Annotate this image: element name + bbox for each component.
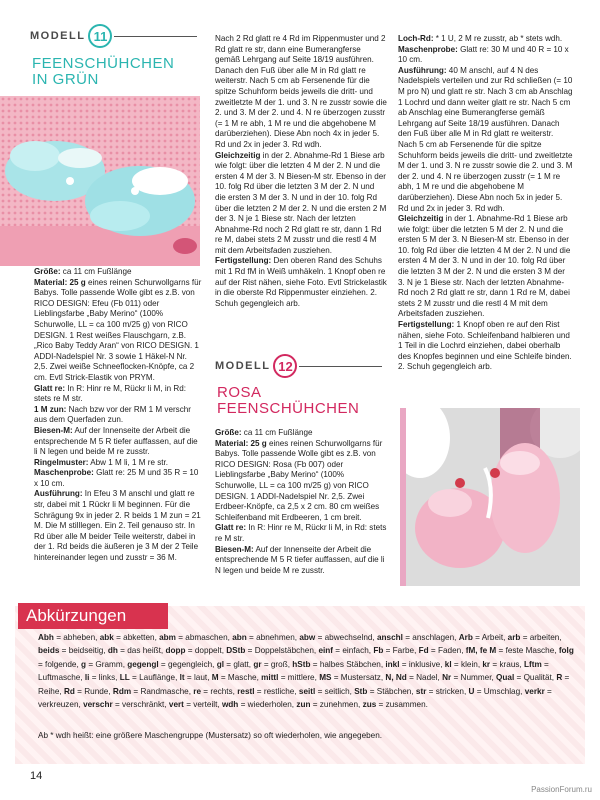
abbreviation-term: U	[468, 686, 475, 696]
abbreviation-term: einf	[318, 646, 334, 656]
abbreviations-list	[38, 631, 578, 711]
paragraph-label: Ringelmuster:	[34, 457, 89, 467]
abbreviation-term: wdh	[221, 700, 239, 710]
instruction-paragraph	[398, 362, 573, 373]
abbreviation-entry: restl = restliche,	[237, 686, 299, 696]
abbreviation-entry: li = links,	[84, 673, 120, 683]
abbreviation-entry: kr = kraus,	[482, 659, 525, 669]
abbreviation-term: g	[81, 659, 87, 669]
abbreviation-entry: Nr = Nummer,	[442, 673, 497, 683]
abbreviation-term: str	[415, 686, 427, 696]
abbreviation-entry: MS = Mustersatz,	[319, 673, 386, 683]
abbreviation-meaning: = links	[89, 673, 116, 683]
abbreviation-meaning: = verschränkt	[112, 700, 165, 710]
abbreviation-term: inkl	[385, 659, 400, 669]
abbreviation-term: verschr	[83, 700, 113, 710]
instruction-paragraph	[215, 523, 387, 544]
abbreviation-meaning: = Randmasche	[131, 686, 189, 696]
abbreviation-meaning: = klein	[451, 659, 478, 669]
title-line: FEENSCHÜHCHEN	[217, 400, 360, 417]
abbreviation-term: folg	[558, 646, 574, 656]
paragraph-text: In Efeu 3 M anschl und glatt re str, dabei mit 1 Rückr li M beginnen. Für die Schrägung 9x in jeder 2. R beids 1 M zun = 21 M. Die M stilllegen. Ein 2. Teil genauso str. In Rd über alle M beider Teile weiterstr, dabei in der 1. Rd beids die äußeren je 3 M der 2 Teile hintereinander legen und zusstr = 36 M.	[34, 489, 201, 563]
paragraph-label: Maschenprobe:	[398, 44, 458, 54]
abbreviation-term: li	[84, 673, 90, 683]
paragraph-label: Ausführung:	[398, 65, 447, 75]
abbreviation-entry: re = rechts,	[193, 686, 238, 696]
abbreviation-meaning: = anschlagen	[402, 633, 455, 642]
abbreviation-term: verkr	[524, 686, 545, 696]
abbreviation-term: fM, fe M	[465, 646, 497, 656]
abbreviation-meaning: = laut	[184, 673, 208, 683]
abbreviations-title: Abkürzungen	[18, 603, 168, 629]
watermark: PassionForum.ru	[531, 785, 592, 794]
abbreviation-meaning: = Mustersatz	[331, 673, 381, 683]
paragraph-text: in der 1. Abnahme-Rd 1 Biese arb wie folgt: über die letzten 5 M der 2. N und die ersten 5 M der 3. N Biesen-M str. Ebenso in der 10. folg Rd über die letzten 4 M der 2. N und die ersten 4 M der 3. N und in der 10. folg Rd über die letzten 3 M der 2. N und die ersten 3 M der 3. N je 1 Biese str. Nach der letzten Abnahme-Rd noch 2 Rd glatt re str, dann 1 Rd re M, dabei stets 2 M zusstr und die restl 4 M mit dem Arbeitsfaden zusziehen.	[398, 214, 571, 319]
abbreviation-term: lt	[179, 673, 185, 683]
abbreviation-meaning: = Nadel	[406, 673, 438, 683]
abbreviation-meaning: = doppelt	[185, 646, 222, 656]
paragraph-text: eines reinen Schurwollgarns für Babys. Tolle passende Wolle gibt es z.B. von RICO DESIGN: Efeu (Fb 011) oder Lieblingsfarbe „Baby Merino“ (100% Schurwolle, LL = ca 100 m/25 g) von RICO DESIGN. 1 Rest weißes Flauschgarn, z.B. „Rico Baby Teddy Aran“ von RICO DESIGN. 1 ADDI-Nadelspiel Nr. 3 sowie 1 Häkel-N Nr. 2,5. Zwei weiße Schneeflocken-Knöpfe, ca 2 cm. Evtl Strick-Elastik von PRYM.	[34, 277, 202, 382]
abbreviation-entry: Fd = Faden,	[418, 646, 466, 656]
paragraph-label: Glatt re:	[215, 523, 247, 533]
abbreviation-term: gegengl	[127, 659, 159, 669]
abbreviation-term: R	[556, 673, 563, 683]
paragraph-label: Biesen-M:	[34, 425, 73, 435]
instruction-paragraph	[34, 426, 202, 458]
modell-number-badge: 11	[88, 24, 112, 48]
abbreviation-meaning: = Lauflänge	[129, 673, 176, 683]
modell-number-badge: 12	[273, 354, 297, 378]
abbreviation-term: abk	[99, 633, 114, 642]
abbreviation-meaning: = Masche	[218, 673, 257, 683]
abbreviation-entry: gegengl = gegengleich,	[127, 659, 217, 669]
abbreviation-term: Fd	[418, 646, 429, 656]
abbreviation-term: dh	[107, 646, 118, 656]
abbreviation-entry: folg = folgende,	[38, 646, 574, 669]
abbreviation-entry: abn = abnehmen,	[232, 633, 300, 642]
abbreviation-entry: zus = zusammen.	[362, 700, 428, 710]
paragraph-text: ca 11 cm Fußlänge	[60, 267, 132, 276]
instruction-paragraph	[34, 489, 202, 563]
abbreviation-entry: gr = groß,	[253, 659, 293, 669]
abbreviation-meaning: = inklusive	[399, 659, 441, 669]
abbreviation-entry: gl = glatt,	[216, 659, 254, 669]
abbreviation-meaning: = arbeiten	[520, 633, 560, 642]
abbreviation-meaning: = einfach	[333, 646, 369, 656]
snowflake-icon	[131, 187, 139, 195]
abbreviation-meaning: = groß	[261, 659, 288, 669]
abbreviation-term: Stb	[354, 686, 368, 696]
abbreviation-term: Fb	[373, 646, 384, 656]
abbreviation-term: beids	[38, 646, 60, 656]
abbreviation-entry: arb = arbeiten,	[507, 633, 562, 642]
page-number: 14	[30, 770, 43, 782]
abbreviation-term: mittl	[261, 673, 279, 683]
abbreviation-term: Lftm	[524, 659, 542, 669]
abbreviation-meaning: = halbes Stäbchen	[310, 659, 381, 669]
instruction-paragraph	[215, 34, 387, 151]
abbreviation-meaning: = wiederholen	[238, 700, 292, 710]
instruction-paragraph	[215, 545, 387, 577]
abbreviation-meaning: = abmaschen	[175, 633, 228, 642]
abbreviation-meaning: = Faden	[428, 646, 462, 656]
modell-12-instructions-continued	[398, 34, 573, 373]
abbreviation-entry: Rd = Runde,	[63, 686, 113, 696]
paragraph-label: Maschenprobe:	[34, 468, 94, 478]
instruction-paragraph	[398, 45, 573, 66]
modell-11-title	[32, 56, 174, 88]
abbreviation-meaning: = rechts	[201, 686, 233, 696]
abbreviation-entry: verschr = verschränkt,	[83, 700, 169, 710]
abbreviation-term: dopp	[165, 646, 186, 656]
abbreviation-entry: vert = verteilt,	[168, 700, 222, 710]
abbreviation-entry: mittl = mittlere,	[261, 673, 320, 683]
abbreviation-meaning: = verkreuzen	[38, 686, 552, 710]
paragraph-text: In R: Hinr re M, Rückr li M, in Rd: stets re M str.	[34, 383, 187, 404]
abbreviation-meaning: = Doppelstäbchen	[245, 646, 314, 656]
title-line: ROSA	[217, 384, 262, 401]
abbreviation-entry: U = Umschlag,	[468, 686, 525, 696]
paragraph-text: Auf der Innenseite der Arbeit die entsprechende M 5 R tiefer auffassen, auf die li N legen und beide M re zusstr.	[215, 544, 385, 575]
abbreviation-entry: Rdm = Randmasche,	[112, 686, 194, 696]
abbreviation-meaning: = Stäbchen	[367, 686, 412, 696]
abbreviation-entry: abm = abmaschen,	[159, 633, 233, 642]
paragraph-label: Fertigstellung:	[215, 256, 272, 266]
abbreviation-entry: anschl = anschlagen,	[376, 633, 459, 642]
title-line: FEENSCHÜHCHEN	[32, 55, 175, 72]
abbreviation-term: kl	[444, 659, 452, 669]
abbreviation-meaning: = Arbeit	[472, 633, 504, 642]
modell-12-header	[215, 354, 382, 378]
abbreviation-meaning: = zusammen	[376, 700, 426, 710]
abbreviation-entry: inkl = inklusive,	[385, 659, 445, 669]
abbreviation-meaning: = das heißt	[117, 646, 161, 656]
paragraph-label: Größe:	[215, 428, 242, 437]
paragraph-text: 1 Knopf oben re auf den Rist nähen, siehe Foto. Schleifenband halbieren und 1 Teil in die Lochrd einziehen, dabei oberhalb des Knopfes beginnen und eine Schleife binden.	[398, 320, 572, 361]
abbreviation-term: gr	[253, 659, 262, 669]
abbreviation-term: seitl	[298, 686, 316, 696]
abbreviation-entry: beids = beidseitig,	[38, 646, 108, 656]
abbreviation-meaning: = beidseitig	[59, 646, 104, 656]
modell-12-instructions	[215, 428, 387, 576]
abbreviation-term: LL	[119, 673, 130, 683]
abbreviation-entry: R = Reihe,	[38, 673, 570, 696]
abbreviation-entry: Stb = Stäbchen,	[354, 686, 416, 696]
instruction-paragraph	[398, 66, 573, 214]
abbreviation-entry: LL = Lauflänge,	[119, 673, 180, 683]
paragraph-text: In R: Hinr re M, Rückr li M, in Rd: stets re M str.	[215, 523, 387, 543]
paragraph-label: Material: 25 g	[34, 277, 86, 287]
instruction-paragraph	[398, 214, 573, 320]
paragraph-label: Ausführung:	[34, 489, 83, 499]
abbreviation-entry: wdh = wiederholen,	[221, 700, 297, 710]
abbreviation-term: Rd	[63, 686, 75, 696]
abbreviation-meaning: = verteilt	[183, 700, 218, 710]
abbreviation-term: zus	[362, 700, 377, 710]
abbreviation-term: gl	[216, 659, 224, 669]
abbreviation-term: arb	[507, 633, 521, 642]
abbreviation-term: DStb	[226, 646, 246, 656]
abbreviation-meaning: = stricken	[426, 686, 464, 696]
abbreviation-entry: N, Nd = Nadel,	[385, 673, 443, 683]
abbreviation-term: zun	[296, 700, 311, 710]
abbreviation-entry: abk = abketten,	[99, 633, 160, 642]
instruction-paragraph	[215, 256, 387, 309]
instruction-paragraph	[34, 384, 202, 405]
abbreviation-entry: kl = klein,	[444, 659, 483, 669]
abbreviation-meaning: = Umschlag	[474, 686, 521, 696]
paragraph-text: eines reinen Schurwollgarns für Babys. Tolle passende Wolle gibt es z.B. von RICO DESIGN: Rosa (Fb 007) oder Lieblingsfarbe „Baby Merino“ (100% Schurwolle, LL = ca 100 m/25 g) von RICO DESIGN. 1 ADDI-Nadelspiel Nr. 2,5. Zwei Erdbeer-Knöpfe, ca 2,5 x 2 cm. 80 cm weißes Schleifenband mit Erdbeeren, 1 cm breit.	[215, 438, 383, 522]
paragraph-label: Loch-Rd:	[398, 34, 434, 43]
modell-12-title	[217, 385, 359, 417]
paragraph-text: 40 M anschl, auf 4 N des Nadelspiels verteilen und zur Rd schließen (= 10 M pro N) und glatt re str. Nach 3 cm ab Anschlag 1 Lochrd und dann weiter glatt re str. Nach 5 cm ab Anschlag eine Bumerangferse gemäß Lehrgang auf Seite 18/19 ausführen. Danach den Fuß über alle M in Rd glatt re weiterstr. Nach 5 cm ab Fersenende für die spitze Schuhform beids jeweils die dritt- und zweitletzte M der 1. und 3. N re zusstr sowie die 2. und 3. M der 2. und 4. N re überzogen zusstr (= 1 M re abh, 1 M re und die abgehobene M darüberziehen). Diese Abn noch 5x in jeder 5. Rd und 2x in jeder 3. Rd wdh.	[398, 65, 573, 213]
abbreviation-entry: Fb = Farbe,	[373, 646, 419, 656]
abbreviation-meaning: = glatt	[223, 659, 249, 669]
abbreviation-term: hStb	[292, 659, 311, 669]
instruction-paragraph	[34, 278, 202, 384]
instruction-paragraph	[215, 439, 387, 524]
abbreviation-meaning: = restliche	[254, 686, 295, 696]
abbreviation-term: re	[193, 686, 202, 696]
paragraph-text: Nach 2 Rd glatt re 4 Rd im Rippenmuster und 2 Rd glatt re str, dann eine Bumerangferse gemäß Lehrgang auf Seite 18/19 ausführen. Danach den Fuß über alle M in Rd glatt re weiterstr. Nach 5 cm ab Fersenende für die spitze Schuhform beids jeweils die dritt- und zweitletzte M der 1. und 3. N re zusstr sowie die 2. und 3. M der 2. und 4. N re überzogen zusstr (= 1 M re abh, 1 M re und die abgehobene M darüberziehen). Diese Abn noch 4x in jeder 5. Rd und 2x in jeder 3. Rd wdh.	[215, 34, 387, 149]
instruction-paragraph	[34, 458, 202, 469]
paragraph-label: Glatt re:	[34, 383, 66, 393]
abbreviation-meaning: = abwechselnd	[315, 633, 373, 642]
green-booties-illustration	[0, 96, 200, 266]
modell-label: MODELL	[215, 360, 271, 372]
abbreviation-term: N, Nd	[385, 673, 407, 683]
abbreviation-entry: Arb = Arbeit,	[458, 633, 508, 642]
abbreviation-meaning: = Runde	[74, 686, 109, 696]
abbreviation-entry: dopp = doppelt,	[165, 646, 227, 656]
abbreviation-term: Nr	[442, 673, 452, 683]
abbreviation-meaning: = Gramm	[86, 659, 123, 669]
abbreviation-meaning: = abnehmen	[246, 633, 295, 642]
abbreviation-meaning: = Nummer	[451, 673, 492, 683]
abbreviation-term: vert	[168, 700, 184, 710]
abbreviation-meaning: = feste Masche	[496, 646, 555, 656]
instruction-paragraph	[34, 267, 202, 278]
abbreviation-entry: zun = zunehmen,	[296, 700, 363, 710]
paragraph-label: 1 M zun:	[34, 404, 67, 414]
paragraph-label: Gleichzeitig	[398, 214, 444, 224]
pink-booties-illustration	[400, 408, 580, 586]
abbreviation-entry: verkr = verkreuzen,	[38, 686, 552, 710]
paragraph-label: Material: 25 g	[215, 438, 267, 448]
modell-11-instructions-continued	[215, 34, 387, 309]
paragraph-text: Nach bzw vor der RM 1 M verschr aus dem Querfaden zun.	[34, 404, 191, 425]
abbreviation-meaning: = abketten	[113, 633, 155, 642]
title-line: IN GRÜN	[32, 71, 99, 88]
abbreviation-term: restl	[237, 686, 255, 696]
abbreviation-term: Abh	[38, 633, 54, 642]
abbreviation-entry: lt = laut,	[179, 673, 212, 683]
abbreviation-meaning: = kraus	[490, 659, 520, 669]
abbreviation-meaning: = zunehmen	[310, 700, 359, 710]
abbreviation-term: abn	[232, 633, 247, 642]
modell-11-header	[30, 24, 197, 48]
abbreviation-meaning: = seitlich	[315, 686, 350, 696]
abbreviation-entry: M = Masche,	[211, 673, 262, 683]
abbreviation-term: Rdm	[112, 686, 132, 696]
modell-label: MODELL	[30, 30, 86, 42]
abbreviation-entry: DStb = Doppelstäbchen,	[226, 646, 319, 656]
paragraph-text: ca 11 cm Fußlänge	[241, 428, 313, 437]
modell-divider	[299, 366, 382, 367]
abbreviation-meaning: = Luftmasche	[38, 659, 549, 683]
abbreviation-term: Qual	[496, 673, 515, 683]
paragraph-text: Glatt re: 25 M und 35 R = 10 x 10 cm.	[34, 468, 199, 488]
abbreviations-note: Ab * wdh heißt: eine größere Maschengruppe (Mustersatz) so oft wiederholen, wie angegeben.	[38, 731, 383, 740]
paragraph-label: Biesen-M:	[215, 544, 254, 554]
strawberry-icon	[455, 478, 465, 488]
abbreviation-entry: dh = das heißt,	[107, 646, 166, 656]
abbreviation-meaning: = Qualität	[514, 673, 552, 683]
abbreviation-term: abm	[159, 633, 176, 642]
abbreviation-entry: einf = einfach,	[318, 646, 374, 656]
paragraph-text: Auf der Innenseite der Arbeit die entsprechende M 5 R tiefer auffassen, auf die li N legen und beide M re zusstr.	[34, 425, 198, 457]
instruction-paragraph	[398, 320, 573, 362]
abbreviation-meaning: = folgende	[38, 659, 77, 669]
modell-divider	[114, 36, 197, 37]
instruction-paragraph	[215, 151, 387, 257]
abbreviation-meaning: = Farbe	[383, 646, 415, 656]
abbreviation-meaning: = Reihe	[38, 673, 570, 696]
paragraph-text: 2. Schuh gegengleich arb.	[398, 362, 493, 372]
paragraph-label: Größe:	[34, 267, 61, 276]
abbreviation-term: MS	[319, 673, 332, 683]
abbreviation-term: abw	[299, 633, 316, 642]
instruction-paragraph	[34, 405, 202, 426]
pink-booties-photo	[400, 408, 580, 586]
abbreviation-entry: seitl = seitlich,	[298, 686, 355, 696]
abbreviation-entry: abw = abwechselnd,	[299, 633, 377, 642]
abbreviation-entry: hStb = halbes Stäbchen,	[292, 659, 386, 669]
abbreviation-entry: g = Gramm,	[81, 659, 128, 669]
paragraph-text: * 1 U, 2 M re zusstr, ab * stets wdh.	[433, 34, 563, 43]
abbreviation-entry: str = stricken,	[415, 686, 469, 696]
abbreviation-entry: Lftm = Luftmasche,	[38, 659, 549, 683]
paragraph-text: Abw 1 M li, 1 M re str.	[88, 457, 169, 467]
instruction-paragraph	[34, 468, 202, 489]
abbreviation-term: Arb	[458, 633, 473, 642]
strawberry-icon	[490, 468, 500, 478]
modell-11-instructions	[34, 267, 202, 564]
abbreviation-term: anschl	[376, 633, 403, 642]
green-booties-photo	[0, 96, 200, 266]
abbreviation-term: kr	[482, 659, 491, 669]
abbreviation-meaning: = mittlere	[278, 673, 315, 683]
paragraph-label: Gleichzeitig	[215, 150, 261, 160]
instruction-paragraph	[398, 34, 573, 45]
paragraph-text: in der 2. Abnahme-Rd 1 Biese arb wie folgt: über die letzten 4 M der 2. N und die ersten 4 M der 3. N Biesen-M str. Ebenso in der 10. folg Rd über die letzten 3 M der 2. N und die ersten 3 M der 3. N und in der 10. folg Rd über die letzten 2 M der 2. N und die ersten 2 M der 3. N je 1 Biese str. Nach der letzten Abnahme-Rd noch 2 Rd glatt re str, dann 1 Rd re M, dabei stets 2 M zusstr und die restl 4 M mit dem Arbeitsfaden zusziehen.	[215, 150, 387, 255]
abbreviation-meaning: = abheben	[53, 633, 96, 642]
paragraph-text: Glatt re: 30 M und 40 R = 10 x 10 cm.	[398, 44, 569, 65]
abbreviation-entry: Qual = Qualität,	[496, 673, 557, 683]
abbreviation-term: M	[211, 673, 219, 683]
abbreviation-entry: Abh = abheben,	[38, 633, 100, 642]
abbreviation-meaning: = gegengleich	[158, 659, 213, 669]
paragraph-text: Den oberen Rand des Schuhs mit 1 Rd fM in Weiß umhäkeln. 1 Knopf oben re auf der Rist nähen, siehe Foto. Evtl Strickelastik in die oberste Rd Rippenmuster einziehen. 2. Schuh gegengleich arb.	[215, 256, 387, 308]
instruction-paragraph	[215, 428, 387, 439]
snowflake-icon	[66, 177, 74, 185]
paragraph-label: Fertigstellung:	[398, 320, 455, 330]
abbreviation-entry: fM, fe M = feste Masche,	[465, 646, 559, 656]
